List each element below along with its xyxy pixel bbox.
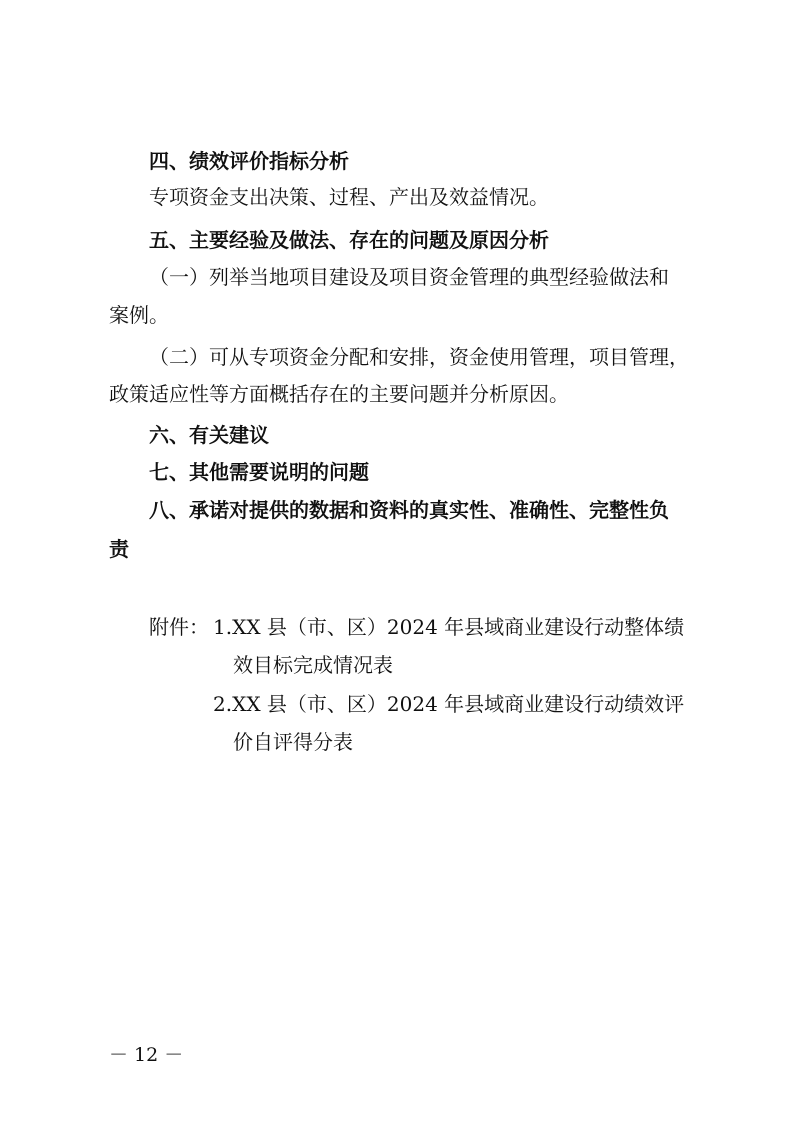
- section-5-item-1-line-2: 案例。: [109, 303, 169, 327]
- section-heading-6: 六、有关建议: [149, 423, 269, 447]
- section-heading-8-line-2: 责: [109, 537, 129, 561]
- attachment-1-line-1: 1.XX 县（市、区）2024 年县域商业建设行动整体绩: [213, 615, 685, 639]
- section-body-4: 专项资金支出决策、过程、产出及效益情况。: [149, 185, 549, 209]
- section-5-item-2-line-1: （二）可从专项资金分配和安排，资金使用管理，项目管理，: [149, 345, 689, 369]
- page-number: － 12 －: [109, 1044, 184, 1066]
- section-heading-4: 四、绩效评价指标分析: [149, 149, 349, 173]
- section-heading-8-line-1: 八、承诺对提供的数据和资料的真实性、准确性、完整性负: [149, 498, 669, 522]
- attachment-2-line-2: 价自评得分表: [233, 730, 353, 754]
- section-heading-7: 七、其他需要说明的问题: [149, 460, 369, 484]
- section-5-item-2-line-2: 政策适应性等方面概括存在的主要问题并分析原因。: [109, 382, 569, 406]
- section-heading-5: 五、主要经验及做法、存在的问题及原因分析: [149, 228, 549, 252]
- attachments-label: 附件：: [149, 615, 209, 639]
- section-5-item-1-line-1: （一）列举当地项目建设及项目资金管理的典型经验做法和: [149, 265, 669, 289]
- attachment-1-line-2: 效目标完成情况表: [233, 653, 393, 677]
- attachment-2-line-1: 2.XX 县（市、区）2024 年县域商业建设行动绩效评: [213, 692, 685, 716]
